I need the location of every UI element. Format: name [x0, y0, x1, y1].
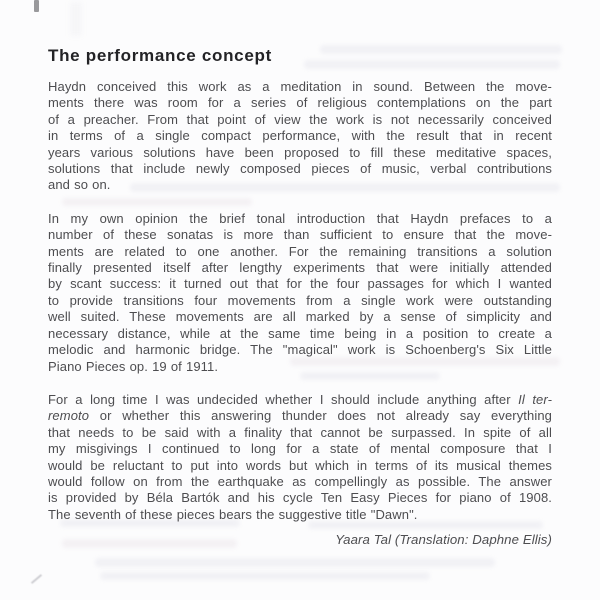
text-line: in terms of a single compact performance, with the result that in recent — [48, 128, 552, 144]
text-line: would follow on from the earthquake as compellingly as possible. The answer — [48, 473, 552, 489]
text-line: to provide transitions four movements from a single work were outstanding — [48, 292, 552, 308]
text-line: well suited. These movements are all marked by a sense of simplicity and — [48, 309, 552, 325]
text-line: necessary distance, while at the same time being in a position to create a — [48, 325, 552, 341]
paragraph — [48, 79, 552, 194]
text-line: ments there was room for a series of religious contemplations on the part — [48, 95, 552, 111]
text-line: Haydn conceived this work as a meditation in sound. Between the move- — [48, 79, 552, 94]
attribution-line: Yaara Tal (Translation: Daphne Ellis) — [335, 532, 552, 548]
text-line: melodic and harmonic bridge. The "magical" work is Schoenberg's Six Little — [48, 342, 552, 358]
page-title: The performance concept — [48, 46, 272, 65]
text-line: of a preacher. From that point of view the work is not necessarily conceived — [48, 111, 552, 127]
text-line: by scant success: it turned out that for the four passages for which I wanted — [48, 276, 552, 292]
text-line: solutions that include newly composed pieces of music, verbal contributions — [48, 161, 552, 177]
text-line: remoto or whether this answering thunder does not already say everything — [48, 408, 552, 424]
text-line: For a long time I was undecided whether I should include anything after Il ter- — [48, 391, 552, 407]
text-line: and so on. — [48, 177, 111, 193]
text-line: my misgivings I continued to long for a state of mental composure that I — [48, 441, 552, 457]
article-body — [48, 79, 552, 523]
text-line: In my own opinion the brief tonal introduction that Haydn prefaces to a — [48, 210, 552, 226]
text-line: Piano Pieces op. 19 of 1911. — [48, 358, 219, 374]
text-line: would be reluctant to put into words but which in terms of its musical themes — [48, 457, 552, 473]
text-line: The seventh of these pieces bears the suggestive title "Dawn". — [48, 506, 418, 522]
text-line: years various solutions have been proposed to fill these meditative spaces, — [48, 144, 552, 160]
paragraph — [48, 392, 552, 523]
text-line: number of these sonatas is more than sufficient to ensure that the move- — [48, 227, 552, 243]
text-line: that needs to be said with a finality that cannot be surpassed. In spite of all — [48, 424, 552, 440]
paragraph — [48, 211, 552, 375]
text-line: is provided by Béla Bartók and his cycle Ten Easy Pieces for piano of 1908. — [48, 490, 552, 506]
text-line: finally presented itself after lengthy experiments that were initially attended — [48, 260, 552, 276]
text-line: ments are related to one another. For the remaining transitions a solution — [48, 243, 552, 259]
